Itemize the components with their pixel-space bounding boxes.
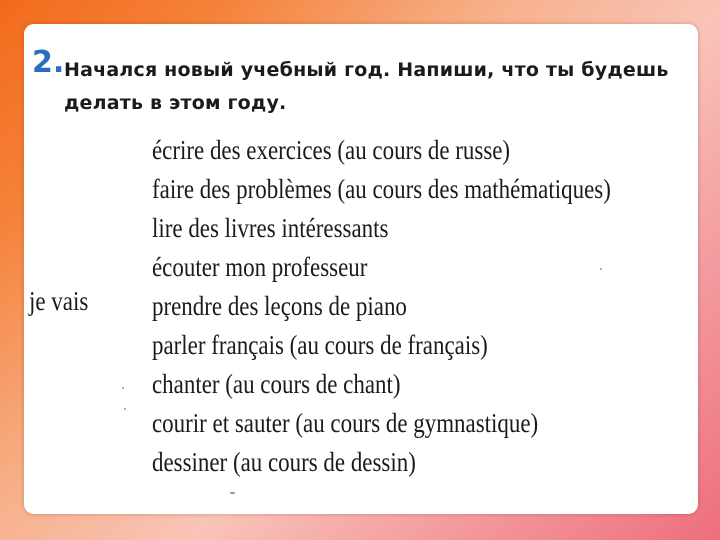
scan-speck [124,408,126,410]
phrase-item: faire des problèmes (au cours des mathématiques) [152,174,611,204]
scan-speck [600,268,602,270]
phrase-item: écrire des exercices (au cours de russe) [152,135,511,165]
exercise-number: 2. [32,45,65,80]
phrase-item: lire des livres intéressants [152,213,389,243]
phrase-list [152,131,692,482]
phrase-item: dessiner (au cours de dessin) [152,447,416,477]
exercise-instruction: Начался новый учебный год. Напиши, что ты будешь делать в этом году. [64,59,669,114]
phrase-item: chanter (au cours de chant) [152,369,401,399]
scan-speck [230,492,235,494]
content-card [24,24,698,514]
phrase-item: courir et sauter (au cours de gymnastique) [152,408,539,438]
phrase-item: écouter mon professeur [152,252,368,282]
phrase-item: parler français (au cours de français) [152,330,488,360]
phrase-item: prendre des leçons de piano [152,291,407,321]
scan-speck [122,387,124,389]
pronoun-label: je vais [29,286,89,316]
